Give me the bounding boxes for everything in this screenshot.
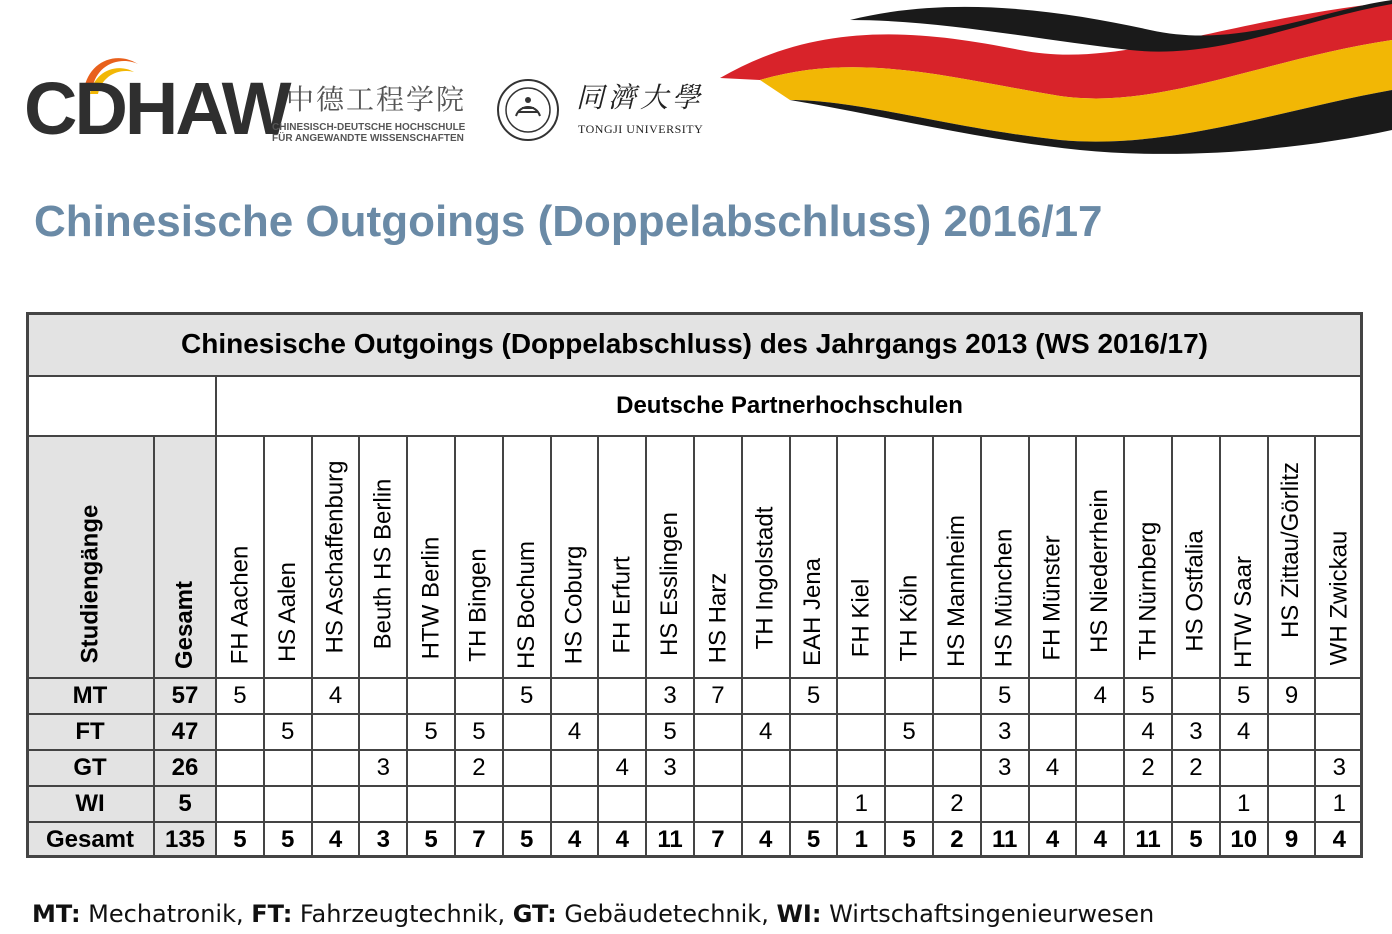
table-cell: 11: [646, 822, 694, 858]
table-cell: 11: [981, 822, 1029, 858]
table-cell: [216, 786, 264, 822]
table-cell: 7: [694, 822, 742, 858]
table-border: [1360, 312, 1363, 858]
school-header-label: HS Coburg: [560, 545, 588, 665]
table-border: [26, 312, 29, 858]
table-corner-blank: [26, 376, 216, 436]
row-label: FT: [26, 714, 154, 750]
table-cell: [312, 714, 360, 750]
table-cell: 4: [742, 714, 790, 750]
table-cell: 7: [455, 822, 503, 858]
table-cell: [694, 786, 742, 822]
table-cell: 5: [981, 678, 1029, 714]
school-header-label: FH Aachen: [225, 545, 253, 665]
school-header-label: Beuth HS Berlin: [369, 478, 397, 650]
table-cell: 3: [1172, 714, 1220, 750]
table-cell: 4: [742, 822, 790, 858]
table-cell: [933, 714, 981, 750]
legend-meaning: Fahrzeugtechnik,: [292, 900, 513, 928]
legend-abbreviation: WI:: [776, 900, 822, 928]
gesamt-header: [154, 436, 216, 678]
tongji-logo-english: TONGJI UNIVERSITY: [578, 122, 704, 136]
cdhaw-logo-german: [272, 122, 472, 144]
row-divider: [26, 375, 1363, 377]
table-cell: 3: [646, 750, 694, 786]
page-title: Chinesische Outgoings (Doppelabschluss) 2016/17: [34, 197, 1103, 246]
table-cell: [1268, 786, 1316, 822]
table-cell: 5: [646, 714, 694, 750]
school-header: [407, 436, 455, 678]
table-cell: [837, 714, 885, 750]
table-cell: [264, 786, 312, 822]
school-header: [216, 436, 264, 678]
school-header-label: HS München: [990, 528, 1018, 668]
table-cell: [790, 750, 838, 786]
table-cell: [407, 786, 455, 822]
column-divider: [263, 436, 265, 858]
school-header: [264, 436, 312, 678]
table-cell: 2: [455, 750, 503, 786]
school-header: [742, 436, 790, 678]
table-cell: 5: [407, 714, 455, 750]
table-cell: 1: [837, 786, 885, 822]
school-header-label: HS Bochum: [512, 540, 540, 669]
school-header: [837, 436, 885, 678]
table-cell: [1076, 714, 1124, 750]
table-cell: 5: [264, 822, 312, 858]
legend-meaning: Wirtschaftsingenieurwesen: [821, 900, 1155, 928]
school-header-label: HTW Berlin: [417, 536, 445, 660]
school-header: [359, 436, 407, 678]
school-header: [885, 436, 933, 678]
table-cell: [790, 786, 838, 822]
school-header-label: TH Bingen: [464, 548, 492, 662]
column-divider: [1028, 436, 1030, 858]
outgoings-table: [26, 312, 1363, 858]
school-header: [455, 436, 503, 678]
table-cell: 3: [981, 714, 1029, 750]
table-cell: [551, 678, 599, 714]
school-header: [598, 436, 646, 678]
table-cell: 2: [1124, 750, 1172, 786]
column-divider: [1075, 436, 1077, 858]
table-cell: 5: [790, 822, 838, 858]
table-cell: 5: [503, 822, 551, 858]
column-divider: [1123, 436, 1125, 858]
table-cell: 11: [1124, 822, 1172, 858]
school-header: [646, 436, 694, 678]
table-cell: [455, 678, 503, 714]
school-header-label: FH Münster: [1038, 535, 1066, 661]
table-cell: [598, 786, 646, 822]
table-cell: [359, 714, 407, 750]
school-header-label: TH Ingolstadt: [751, 506, 779, 649]
table-cell: [216, 750, 264, 786]
column-divider: [741, 436, 743, 858]
table-cell: 4: [312, 678, 360, 714]
cdhaw-logo-letters: CDHAW: [24, 67, 289, 150]
table-cell: [1220, 750, 1268, 786]
table-cell: 4: [1076, 678, 1124, 714]
column-divider: [836, 436, 838, 858]
table-cell: [407, 678, 455, 714]
table-cell: 4: [551, 822, 599, 858]
table-cell: 3: [359, 822, 407, 858]
table-cell: [407, 750, 455, 786]
school-header-label: HS Ostfalia: [1181, 530, 1209, 652]
cdhaw-logo: [24, 50, 484, 150]
legend-abbreviation: FT:: [251, 900, 293, 928]
table-cell: 5: [407, 822, 455, 858]
table-cell: 5: [885, 714, 933, 750]
table-cell: 3: [1315, 750, 1363, 786]
table-cell: [1315, 714, 1363, 750]
table-cell: [981, 786, 1029, 822]
school-header: [933, 436, 981, 678]
table-cell: 5: [216, 822, 264, 858]
table-cell: 4: [598, 822, 646, 858]
cdhaw-logo-german-line1: CHINESISCH-DEUTSCHE HOCHSCHULE: [272, 122, 466, 133]
legend-abbreviation: GT:: [512, 900, 557, 928]
table-cell: [694, 714, 742, 750]
school-header-label: HS Niederrhein: [1086, 488, 1114, 653]
table-cell: [598, 714, 646, 750]
column-divider: [153, 436, 155, 858]
table-cell: [1172, 786, 1220, 822]
table-cell: [1315, 678, 1363, 714]
school-header-label: TH Köln: [895, 575, 923, 662]
row-label: Gesamt: [26, 822, 154, 858]
row-label: WI: [26, 786, 154, 822]
legend-meaning: Gebäudetechnik,: [556, 900, 777, 928]
table-cell: 2: [933, 822, 981, 858]
column-divider: [645, 436, 647, 858]
table-cell: [837, 678, 885, 714]
table-cell: [598, 678, 646, 714]
table-cell: [359, 786, 407, 822]
table-cell: [455, 786, 503, 822]
table-cell: [551, 786, 599, 822]
column-divider: [1171, 436, 1173, 858]
table-cell: [312, 786, 360, 822]
table-cell: [694, 750, 742, 786]
table-cell: [742, 750, 790, 786]
table-cell: 1: [1220, 786, 1268, 822]
school-header: [1172, 436, 1220, 678]
table-cell: 7: [694, 678, 742, 714]
school-header: [1268, 436, 1316, 678]
gesamt-header-label: Gesamt: [171, 581, 199, 670]
table-cell: 3: [981, 750, 1029, 786]
table-cell: 4: [1315, 822, 1363, 858]
table-cell: [503, 750, 551, 786]
tongji-seal-icon: [496, 78, 560, 142]
school-header: [1029, 436, 1077, 678]
table-cell: 2: [933, 786, 981, 822]
table-cell: [1268, 714, 1316, 750]
school-header: [1076, 436, 1124, 678]
school-header: [551, 436, 599, 678]
table-cell: [503, 786, 551, 822]
table-cell: 2: [1172, 750, 1220, 786]
table-cell: [790, 714, 838, 750]
table-cell: 9: [1268, 678, 1316, 714]
table-cell: [1029, 678, 1077, 714]
school-header-label: HS Esslingen: [656, 512, 684, 657]
table-cell: 5: [1220, 678, 1268, 714]
column-divider: [358, 436, 360, 858]
legend-meaning: Mechatronik,: [80, 900, 252, 928]
row-total: 135: [154, 822, 216, 858]
school-header: [790, 436, 838, 678]
table-cell: 5: [216, 678, 264, 714]
table-cell: 5: [455, 714, 503, 750]
table-cell: [933, 750, 981, 786]
table-cell: [885, 750, 933, 786]
table-cell: 4: [1029, 822, 1077, 858]
table-cell: [359, 678, 407, 714]
table-cell: [933, 678, 981, 714]
partner-universities-header: Deutsche Partnerhochschulen: [216, 376, 1363, 436]
table-cell: 4: [312, 822, 360, 858]
table-cell: [1029, 714, 1077, 750]
legend-abbreviation: MT:: [32, 900, 81, 928]
column-divider: [789, 436, 791, 858]
table-cell: 5: [790, 678, 838, 714]
column-divider: [454, 436, 456, 858]
table-cell: 9: [1268, 822, 1316, 858]
tongji-logo: [496, 78, 716, 148]
school-header-label: HS Zittau/Görlitz: [1277, 462, 1305, 639]
table-cell: 5: [264, 714, 312, 750]
table-cell: 10: [1220, 822, 1268, 858]
abbreviation-legend: [32, 900, 1154, 928]
row-label: MT: [26, 678, 154, 714]
table-title: Chinesische Outgoings (Doppelabschluss) des Jahrgangs 2013 (WS 2016/17): [26, 312, 1363, 376]
school-header: [1124, 436, 1172, 678]
column-divider: [215, 376, 217, 858]
table-cell: 1: [837, 822, 885, 858]
tongji-logo-chinese: 同濟大學: [576, 81, 705, 114]
column-divider: [1219, 436, 1221, 858]
table-cell: [1029, 786, 1077, 822]
cdhaw-logo-german-line2: FÜR ANGEWANDTE WISSENSCHAFTEN: [272, 133, 464, 144]
table-cell: 5: [503, 678, 551, 714]
school-header: [1220, 436, 1268, 678]
school-header-label: TH Nürnberg: [1134, 521, 1162, 661]
school-header: [312, 436, 360, 678]
table-cell: 5: [1124, 678, 1172, 714]
row-total: 5: [154, 786, 216, 822]
table-border: [26, 312, 1363, 315]
row-total: 26: [154, 750, 216, 786]
german-flag-banner: [700, 0, 1392, 160]
table-cell: [264, 750, 312, 786]
table-cell: [1268, 750, 1316, 786]
school-header-label: HS Aalen: [273, 561, 301, 662]
school-header-label: EAH Jena: [799, 557, 827, 666]
table-cell: [503, 714, 551, 750]
table-cell: 5: [1172, 822, 1220, 858]
table-cell: [312, 750, 360, 786]
table-cell: 1: [1315, 786, 1363, 822]
column-divider: [1314, 436, 1316, 858]
row-label: GT: [26, 750, 154, 786]
column-divider: [597, 436, 599, 858]
column-divider: [884, 436, 886, 858]
row-total: 47: [154, 714, 216, 750]
table-cell: [264, 678, 312, 714]
school-header-label: HS Aschaffenburg: [321, 460, 349, 654]
cdhaw-logo-chinese: 中德工程学院: [286, 83, 467, 116]
column-divider: [980, 436, 982, 858]
table-cell: [742, 678, 790, 714]
column-divider: [932, 436, 934, 858]
school-header: [694, 436, 742, 678]
column-divider: [693, 436, 695, 858]
table-cell: [646, 786, 694, 822]
studiengaenge-header: [26, 436, 154, 678]
column-divider: [1267, 436, 1269, 858]
school-header-label: FH Kiel: [847, 579, 875, 658]
table-cell: 4: [1076, 822, 1124, 858]
studiengaenge-header-label: Studiengänge: [76, 505, 104, 664]
school-header-label: HTW Saar: [1229, 555, 1257, 668]
table-cell: 3: [646, 678, 694, 714]
column-divider: [311, 436, 313, 858]
table-cell: [742, 786, 790, 822]
school-header: [1315, 436, 1363, 678]
table-cell: [1124, 786, 1172, 822]
table-cell: 4: [598, 750, 646, 786]
school-header-label: HS Mannheim: [942, 515, 970, 668]
school-header-label: FH Erfurt: [608, 556, 636, 654]
table-cell: [1076, 786, 1124, 822]
school-header-label: WH Zwickau: [1325, 530, 1353, 666]
table-cell: [885, 786, 933, 822]
table-cell: 4: [551, 714, 599, 750]
table-cell: 4: [1124, 714, 1172, 750]
column-divider: [406, 436, 408, 858]
table-cell: 4: [1220, 714, 1268, 750]
table-cell: 3: [359, 750, 407, 786]
table-cell: [837, 750, 885, 786]
school-header: [503, 436, 551, 678]
school-header: [981, 436, 1029, 678]
row-total: 57: [154, 678, 216, 714]
table-cell: 5: [885, 822, 933, 858]
table-cell: [551, 750, 599, 786]
table-cell: [1172, 678, 1220, 714]
table-cell: [885, 678, 933, 714]
table-cell: [216, 714, 264, 750]
school-header-label: HS Harz: [703, 573, 731, 664]
column-divider: [550, 436, 552, 858]
table-cell: 4: [1029, 750, 1077, 786]
table-cell: [1076, 750, 1124, 786]
column-divider: [502, 436, 504, 858]
